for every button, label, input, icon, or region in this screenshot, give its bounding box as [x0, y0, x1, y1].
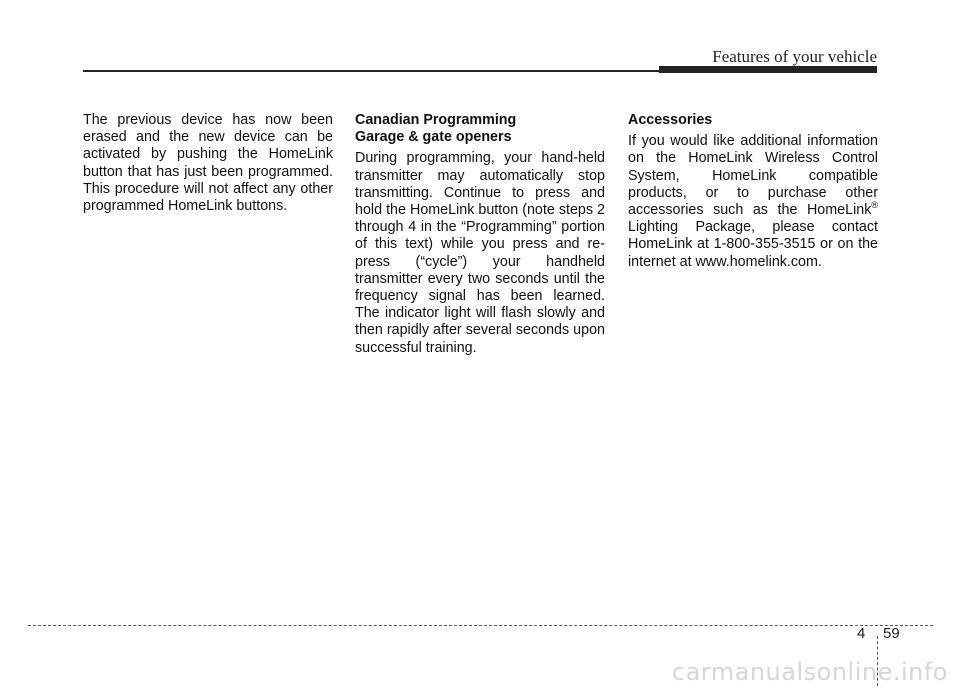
header-rule-accent — [659, 66, 877, 73]
column-right — [628, 112, 878, 271]
accessories-text-start: If you would like additional information on the HomeLink Wireless Control System, HomeLink compatible products, or to purchase other accessories such as the HomeLink — [628, 133, 878, 219]
column-left — [83, 112, 333, 215]
column-middle — [355, 112, 605, 357]
chapter-number: 4 — [857, 625, 866, 642]
paragraph-canadian-programming: During programming, your hand-held transmitter may automatically stop transmitting. Continue to press and hold the HomeLink button (note steps 2 through 4 in the “Programming” portion of this text) while you press and re-press (“cycle”) your handheld transmitter every two seconds until the frequency signal has been learned. The indicator light will flash slowly and then rapidly after several seconds upon successful training. — [355, 150, 605, 356]
section-heading-accessories: Accessories — [628, 112, 713, 128]
paragraph-accessories — [628, 133, 878, 271]
heading-line-1: Canadian Programming — [355, 112, 517, 128]
page-header-title: Features of your vehicle — [712, 47, 877, 66]
page-number: 59 — [883, 625, 900, 642]
section-heading-canadian-programming — [355, 112, 605, 146]
watermark: carmanualsonline.info — [671, 658, 948, 686]
registered-mark: ® — [871, 200, 878, 211]
header-rule — [83, 70, 663, 72]
footer-rule — [28, 625, 933, 626]
accessories-text-end: Lighting Package, please contact HomeLink at 1-800-355-3515 or on the internet at www.homelink.com. — [628, 219, 878, 270]
heading-line-2: Garage & gate openers — [355, 129, 512, 146]
paragraph-device-erased: The previous device has now been erased and the new device can be activated by pushing the HomeLink button that has just been programmed. This procedure will not affect any other programmed HomeLink buttons. — [83, 112, 333, 215]
